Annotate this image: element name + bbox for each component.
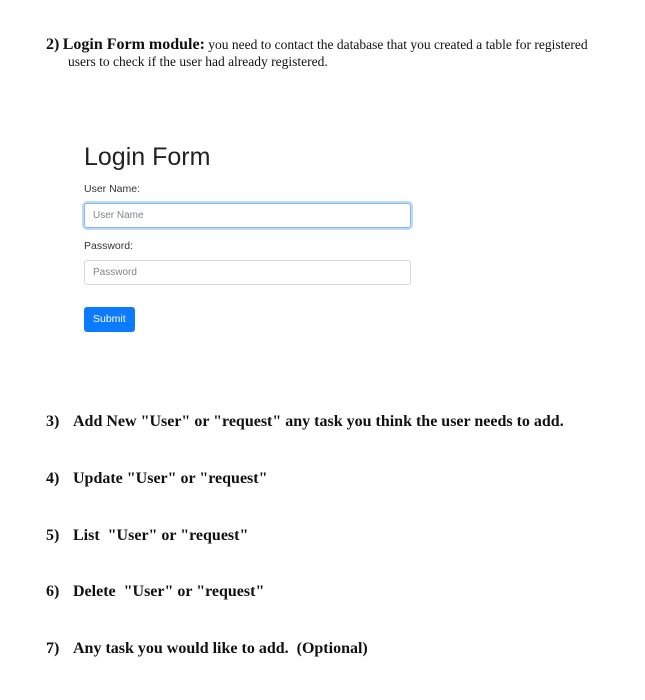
username-label: User Name: [84,183,141,195]
login-form-title: Login Form [84,143,211,171]
item-2-text-line1: you need to contact the database that you created a table for registered [208,37,588,52]
task-5-text: List "User" or "request" [73,527,249,544]
item-2-number: 2) [46,36,60,53]
login-form [84,140,411,332]
task-3-text: Add New "User" or "request" any task you think the user needs to add. [73,413,564,430]
task-7-number: 7) [46,640,60,657]
task-item-4 [46,469,267,489]
task-7-text: Any task you would like to add. (Optional) [73,640,368,657]
task-item-6 [46,582,264,602]
task-4-text: Update "User" or "request" [73,470,268,487]
item-2-heading: Login Form module: [62,36,205,53]
task-item-7 [46,639,368,659]
task-4-number: 4) [46,470,60,487]
task-6-text: Delete "User" or "request" [73,583,265,600]
task-3-number: 3) [46,413,60,430]
task-5-number: 5) [46,527,60,544]
task-item-5 [46,526,248,546]
username-input[interactable] [84,203,411,228]
item-2-text-line2: users to check if the user had already registered. [68,54,328,69]
item-2-login-module [46,36,636,70]
submit-button[interactable]: Submit [84,307,135,332]
password-label: Password: [84,240,134,252]
task-6-number: 6) [46,583,60,600]
task-item-3 [46,412,564,432]
password-input[interactable] [84,260,411,285]
